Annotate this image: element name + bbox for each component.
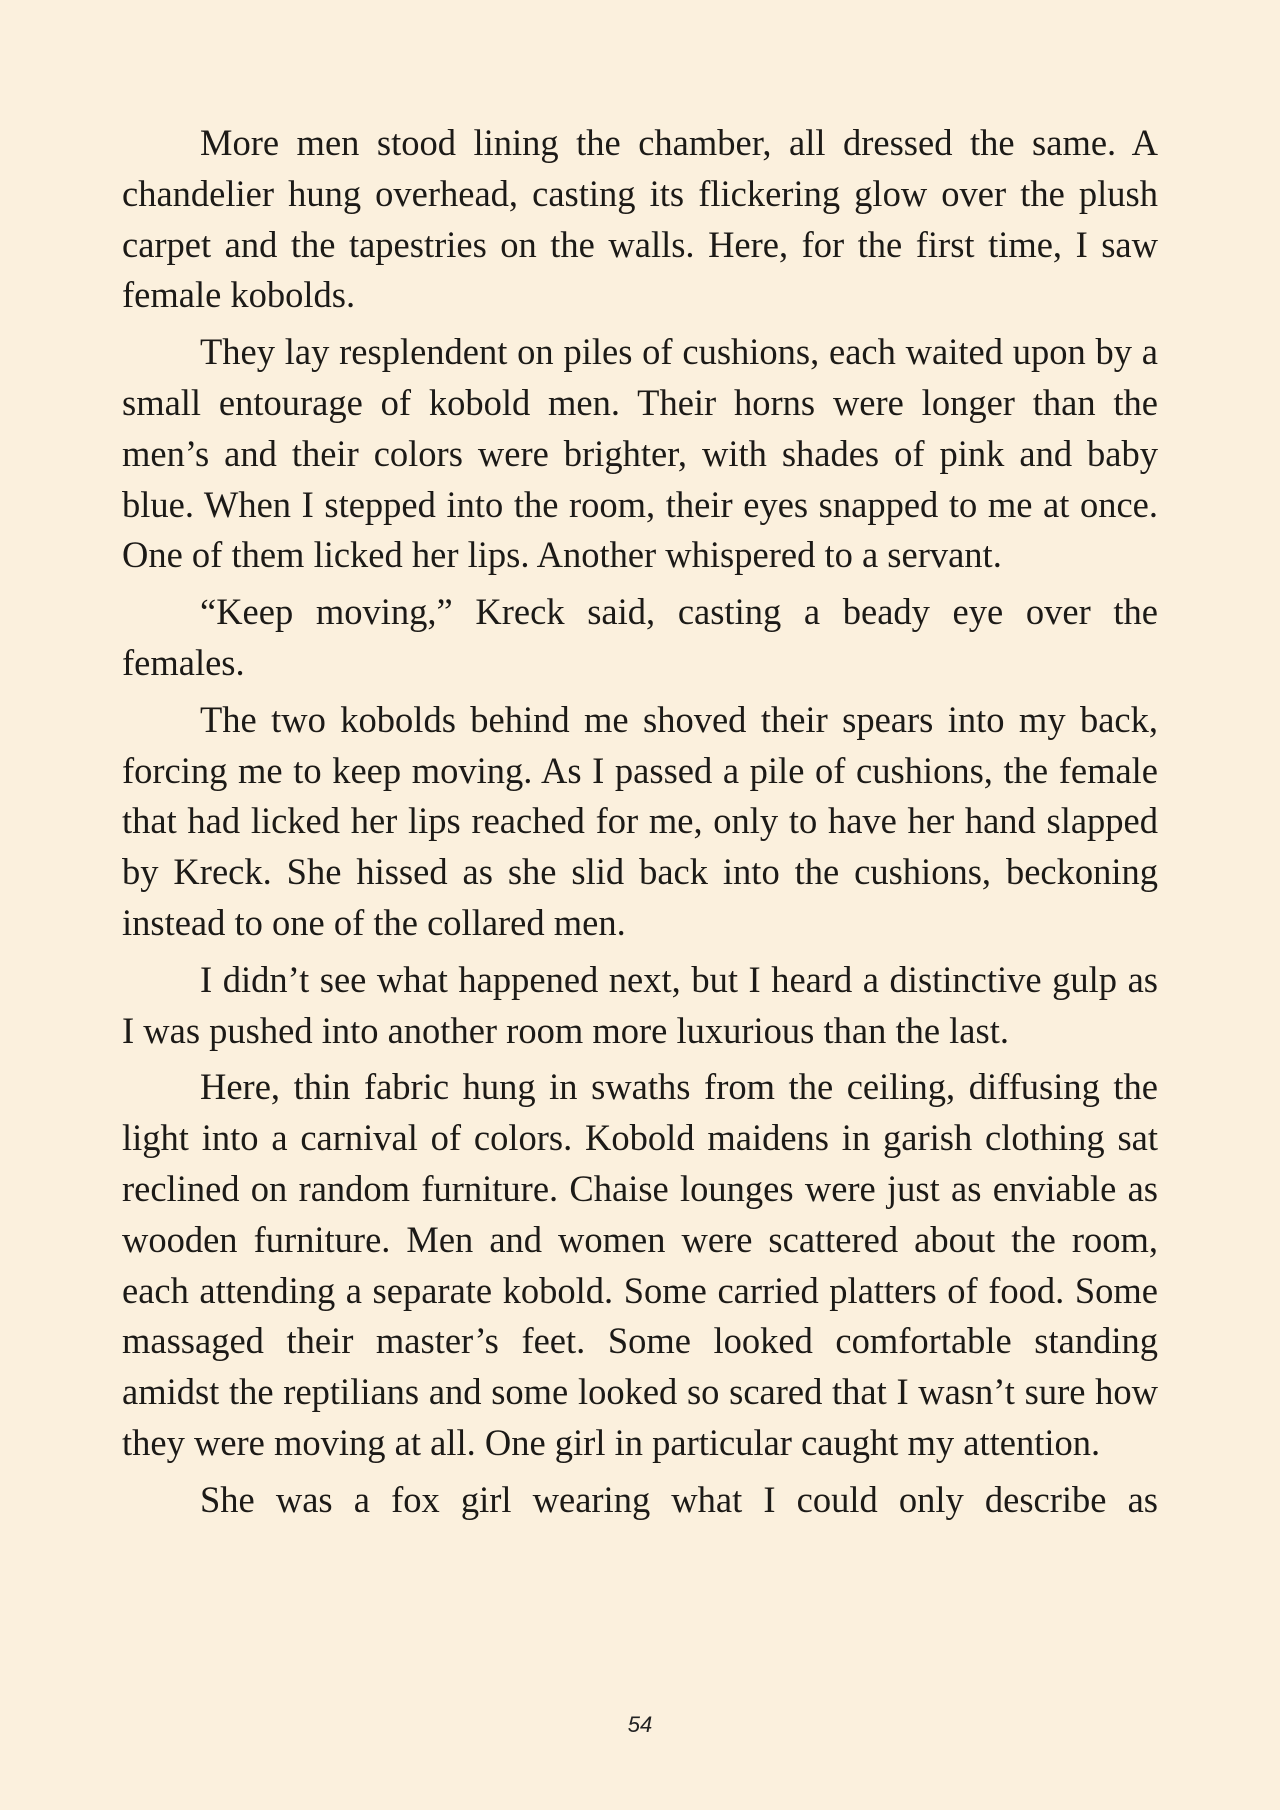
paragraph: They lay resplendent on piles of cushions, each waited upon by a small entourage of kobold men. Their horns were longer than the men’s and their colors were brighter, with shades of pink and baby blue. When I stepped into the room, their eyes snapped to me at once. One of them licked her lips. Another whispered to a servant. [122, 331, 1158, 576]
paragraph: I didn’t see what happened next, but I heard a distinctive gulp as I was pushed into another room more luxurious than the last. [122, 958, 1158, 1051]
body-text [122, 118, 1158, 1526]
paragraph: More men stood lining the chamber, all dressed the same. A chandelier hung overhead, casting its flickering glow over the plush carpet and the tapestries on the walls. Here, for the first time, I saw female kobolds. [122, 122, 1158, 316]
paragraph: Here, thin fabric hung in swaths from the ceiling, diffusing the light into a carnival of colors. Kobold maidens in garish clothing sat reclined on random furniture. Chaise lounges were just as enviable as wooden furniture. Men and women were scattered about the room, each attending a separate kobold. Some carried platters of food. Some massaged their master’s feet. Some looked comfortable standing amidst the reptilians and some looked so scared that I wasn’t sure how they were moving at all. One girl in particular caught my attention. [122, 1066, 1158, 1463]
page-number: 54 [627, 1712, 653, 1737]
paragraph: The two kobolds behind me shoved their spears into my back, forcing me to keep moving. As I passed a pile of cushions, the female that had licked her lips reached for me, only to have her hand slapped by Kreck. She hissed as she slid back into the cushions, beckoning instead to one of the collared men. [122, 698, 1158, 943]
paragraph: “Keep moving,” Kreck said, casting a beady eye over the females. [122, 591, 1158, 683]
paragraph: She was a fox girl wearing what I could only describe as [200, 1478, 1158, 1520]
